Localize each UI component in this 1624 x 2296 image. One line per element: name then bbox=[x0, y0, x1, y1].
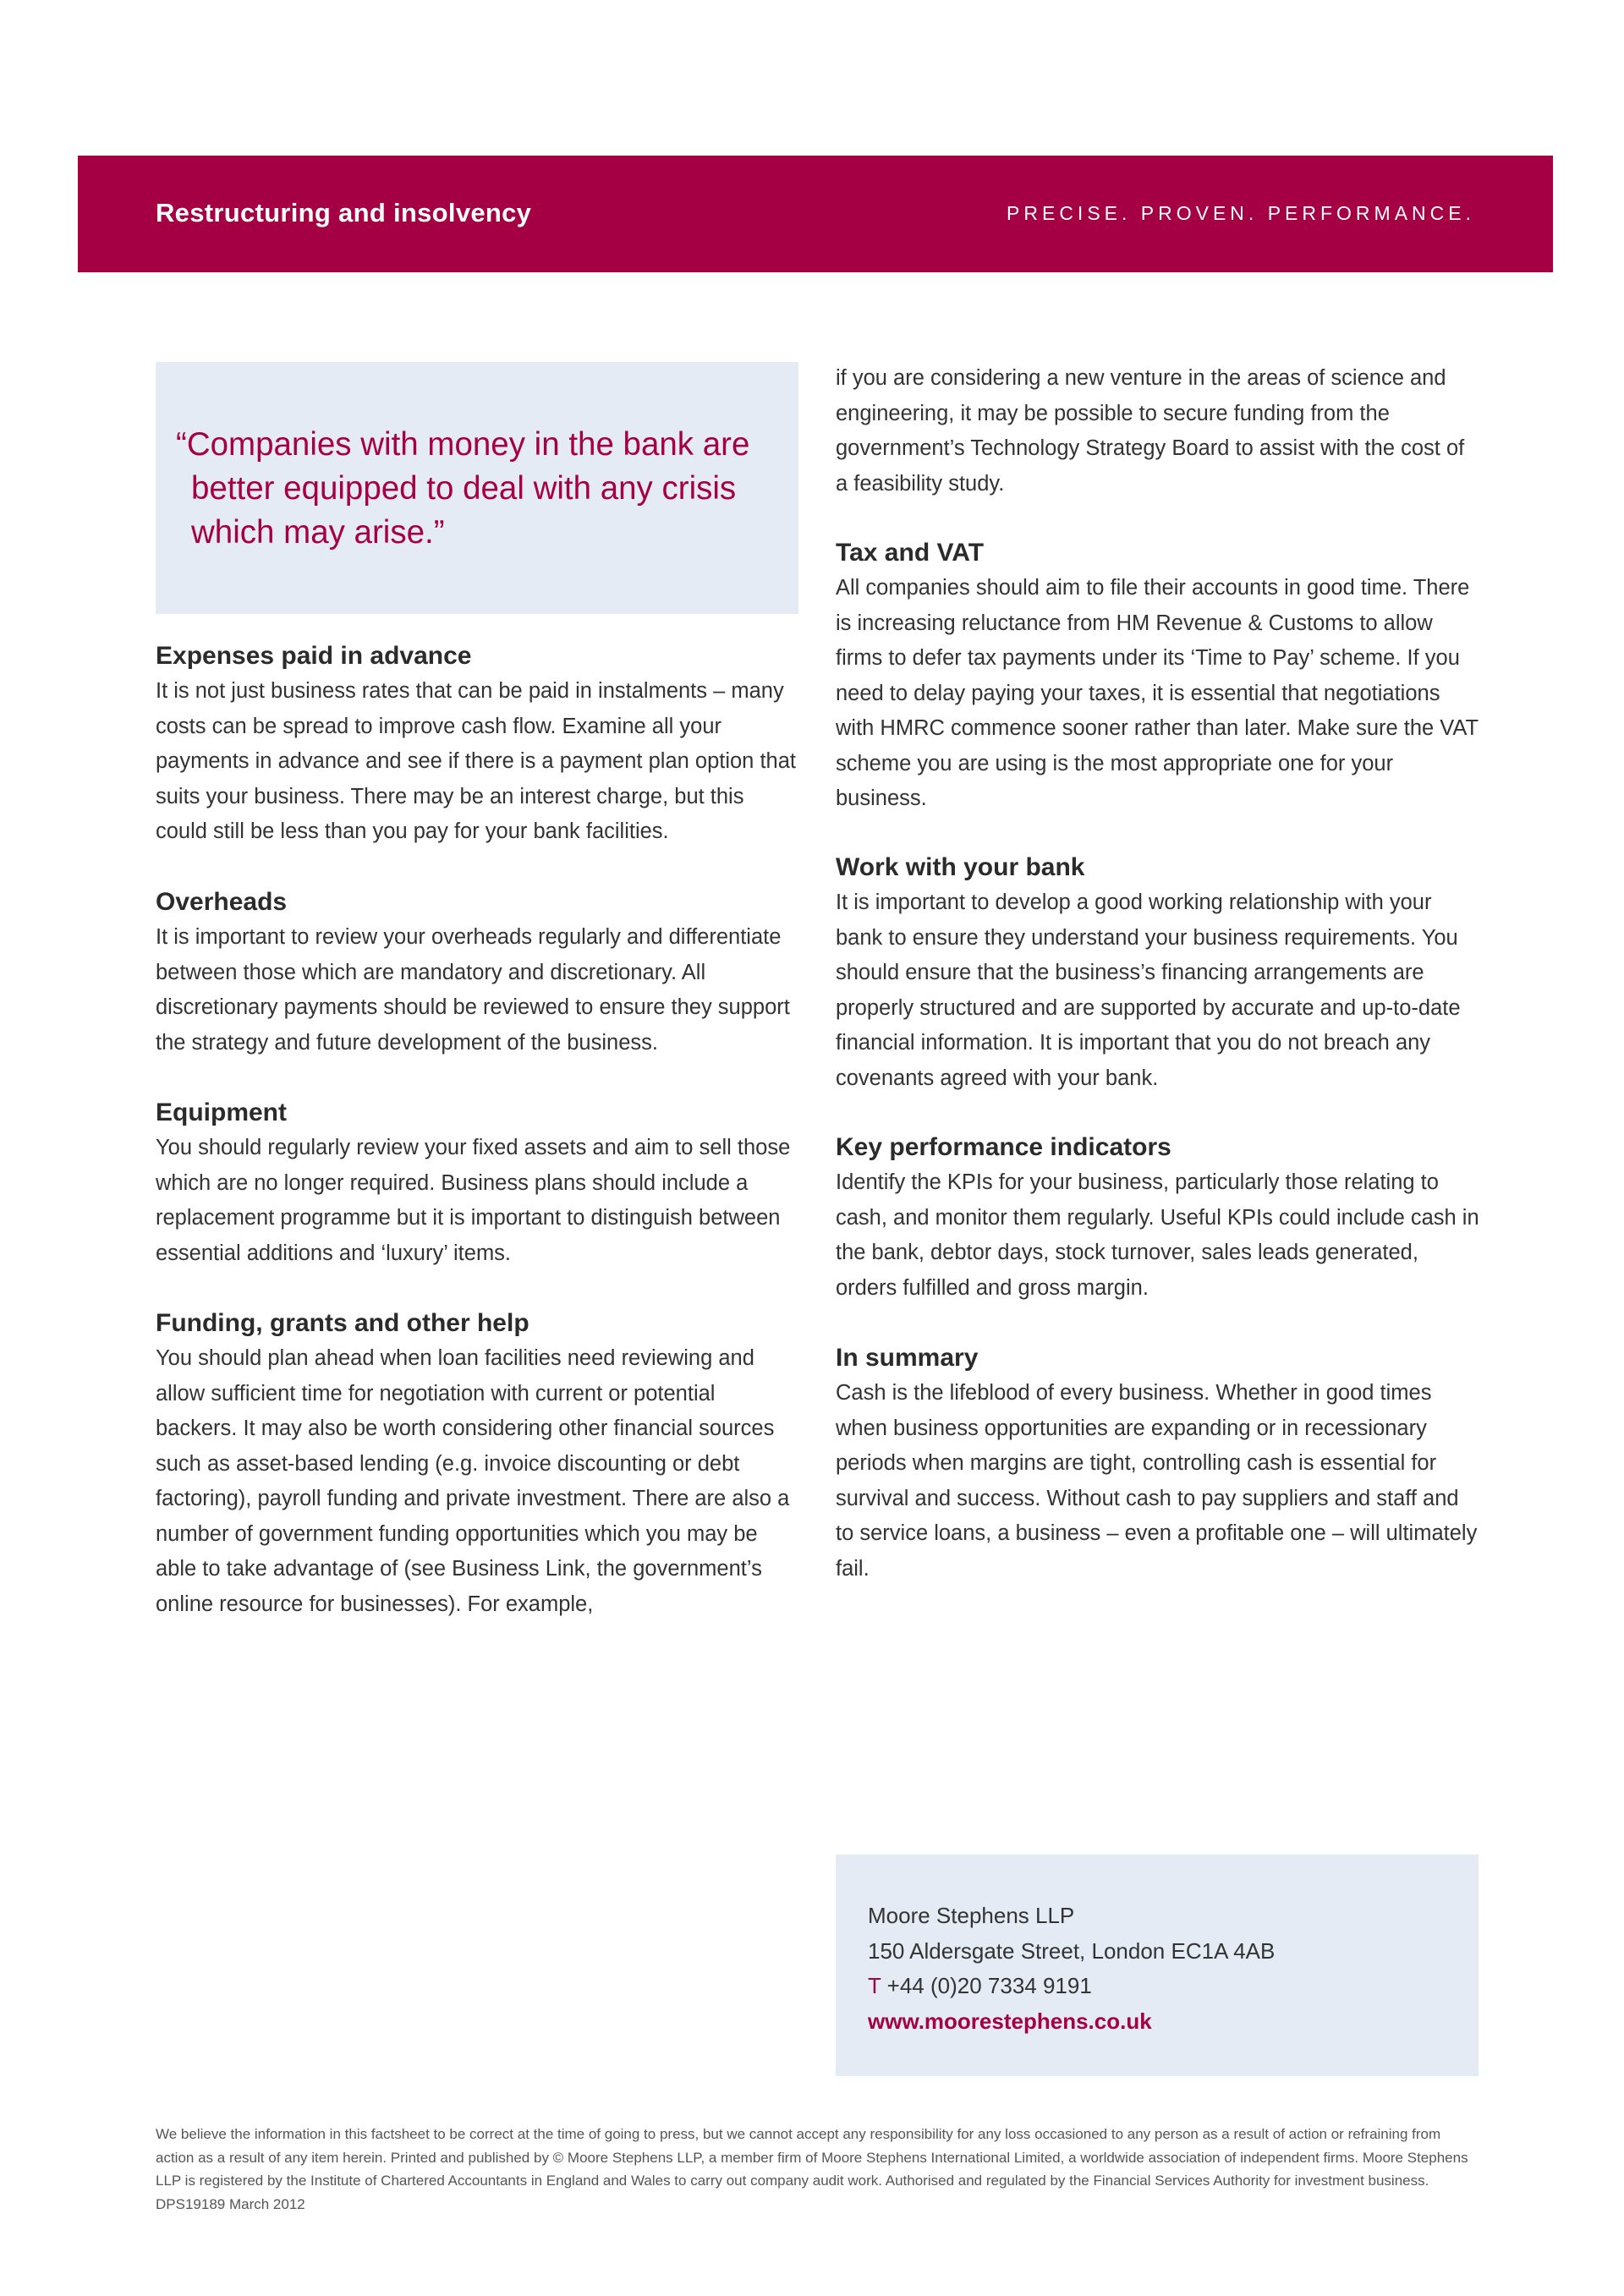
section-heading: Work with your bank bbox=[836, 853, 1085, 881]
section-heading: In summary bbox=[836, 1344, 979, 1372]
section-body: Cash is the lifeblood of every business. Whether in good times when business opportunities are expanding or in recessionary periods when margins are tight, controlling cash is essential for survival and success. Without cash to pay suppliers and staff and to service loans, a business – even a profitable one – will ultimately fail. bbox=[836, 1381, 1478, 1581]
section-funding bbox=[156, 1306, 798, 1622]
section-body: It is important to review your overheads regularly and differentiate between those which are mandatory and discretionary. All discretionary payments should be reviewed to ensure they support the strategy and future development of the business. bbox=[156, 925, 790, 1055]
header-banner bbox=[78, 156, 1553, 272]
section-heading: Tax and VAT bbox=[836, 539, 985, 567]
section-body: All companies should aim to file their accounts in good time. There is increasing reluctance from HM Revenue & Customs to allow firms to defer tax payments under its ‘Time to Pay’ scheme. If you need to delay paying your taxes, it is essential that negotiations with HMRC commence sooner rather than later. Make sure the VAT scheme you are using is the most appropriate one for your business. bbox=[836, 576, 1479, 810]
section-heading: Funding, grants and other help bbox=[156, 1309, 529, 1337]
banner-title: Restructuring and insolvency bbox=[156, 198, 532, 227]
section-heading: Expenses paid in advance bbox=[156, 642, 472, 670]
funding-continuation: if you are considering a new venture in the areas of science and engineering, it may be possible to secure funding from the government’s Technology Strategy Board to assist with the cost of a feasibility study. bbox=[836, 366, 1465, 496]
section-body: You should plan ahead when loan facilities need reviewing and allow sufficient time for negotiation with current or potential backers. It may also be worth considering other financial sources such as asset-based lending (e.g. invoice discounting or debt factoring), payroll funding and private investment. There are also a number of government funding opportunities which you may be able to take advantage of (see Business Link, the government’s online resource for businesses). For example, bbox=[156, 1346, 790, 1616]
phone-line bbox=[868, 1969, 1275, 2004]
company-name: Moore Stephens LLP bbox=[868, 1903, 1075, 1928]
section-heading: Overheads bbox=[156, 888, 288, 916]
phone-number: +44 (0)20 7334 9191 bbox=[886, 1973, 1092, 1998]
section-heading: Equipment bbox=[156, 1099, 287, 1126]
contact-details bbox=[868, 1899, 1275, 2039]
section-tax-vat bbox=[836, 535, 1480, 817]
section-body: You should regularly review your fixed assets and aim to sell those which are no longer required. Business plans should include a replacement programme but it is important to distinguish between essential additions and ‘luxury’ items. bbox=[156, 1136, 791, 1265]
website-link[interactable]: www.moorestephens.co.uk bbox=[868, 2008, 1152, 2034]
section-body: It is not just business rates that can be paid in instalments – many costs can be spread to improve cash flow. Examine all your payments in advance and see if there is a payment plan option that suits your business. There may be an interest charge, but this could still be less than you pay for your bank facilities. bbox=[156, 679, 796, 843]
section-heading: Key performance indicators bbox=[836, 1133, 1171, 1161]
section-body: Identify the KPIs for your business, particularly those relating to cash, and monitor them regularly. Useful KPIs could include cash in the bank, debtor days, stock turnover, sales leads generated, orders fulfilled and gross margin. bbox=[836, 1170, 1479, 1300]
pull-quote: “Companies with money in the bank are better equipped to deal with any crisis which may arise.” bbox=[176, 426, 750, 551]
contact-box bbox=[836, 1855, 1479, 2076]
phone-label: T bbox=[868, 1973, 881, 1998]
section-equipment bbox=[156, 1095, 798, 1271]
section-expenses bbox=[156, 638, 798, 850]
banner-tagline: PRECISE. PROVEN. PERFORMANCE. bbox=[1007, 202, 1475, 224]
company-address: 150 Aldersgate Street, London EC1A 4AB bbox=[868, 1937, 1276, 1964]
disclaimer: We believe the information in this factsheet to be correct at the time of going to press, but we cannot accept any responsibility for any loss occasioned to any person as a result of action or refraining from action as a result of any item herein. Printed and published by © Moore Stephens LLP, a member firm of Moore Stephens International Limited, a worldwide association of independent firms. Moore Stephens LLP is registered by the Institute of Chartered Accountants in England and Wales to carry out company audit work. Authorised and regulated by the Financial Services Authority for investment business. DPS19189 March 2012 bbox=[156, 2126, 1468, 2212]
section-kpis bbox=[836, 1130, 1480, 1306]
section-overheads bbox=[156, 885, 798, 1060]
section-work-with-bank bbox=[836, 850, 1480, 1096]
section-summary bbox=[836, 1340, 1480, 1586]
section-body: It is important to develop a good working relationship with your bank to ensure they understand your business requirements. You should ensure that the business’s financing arrangements are properly structured and are supported by accurate and up-to-date financial information. It is important that you do not breach any covenants agreed with your bank. bbox=[836, 890, 1461, 1090]
pull-quote-box bbox=[156, 362, 798, 614]
